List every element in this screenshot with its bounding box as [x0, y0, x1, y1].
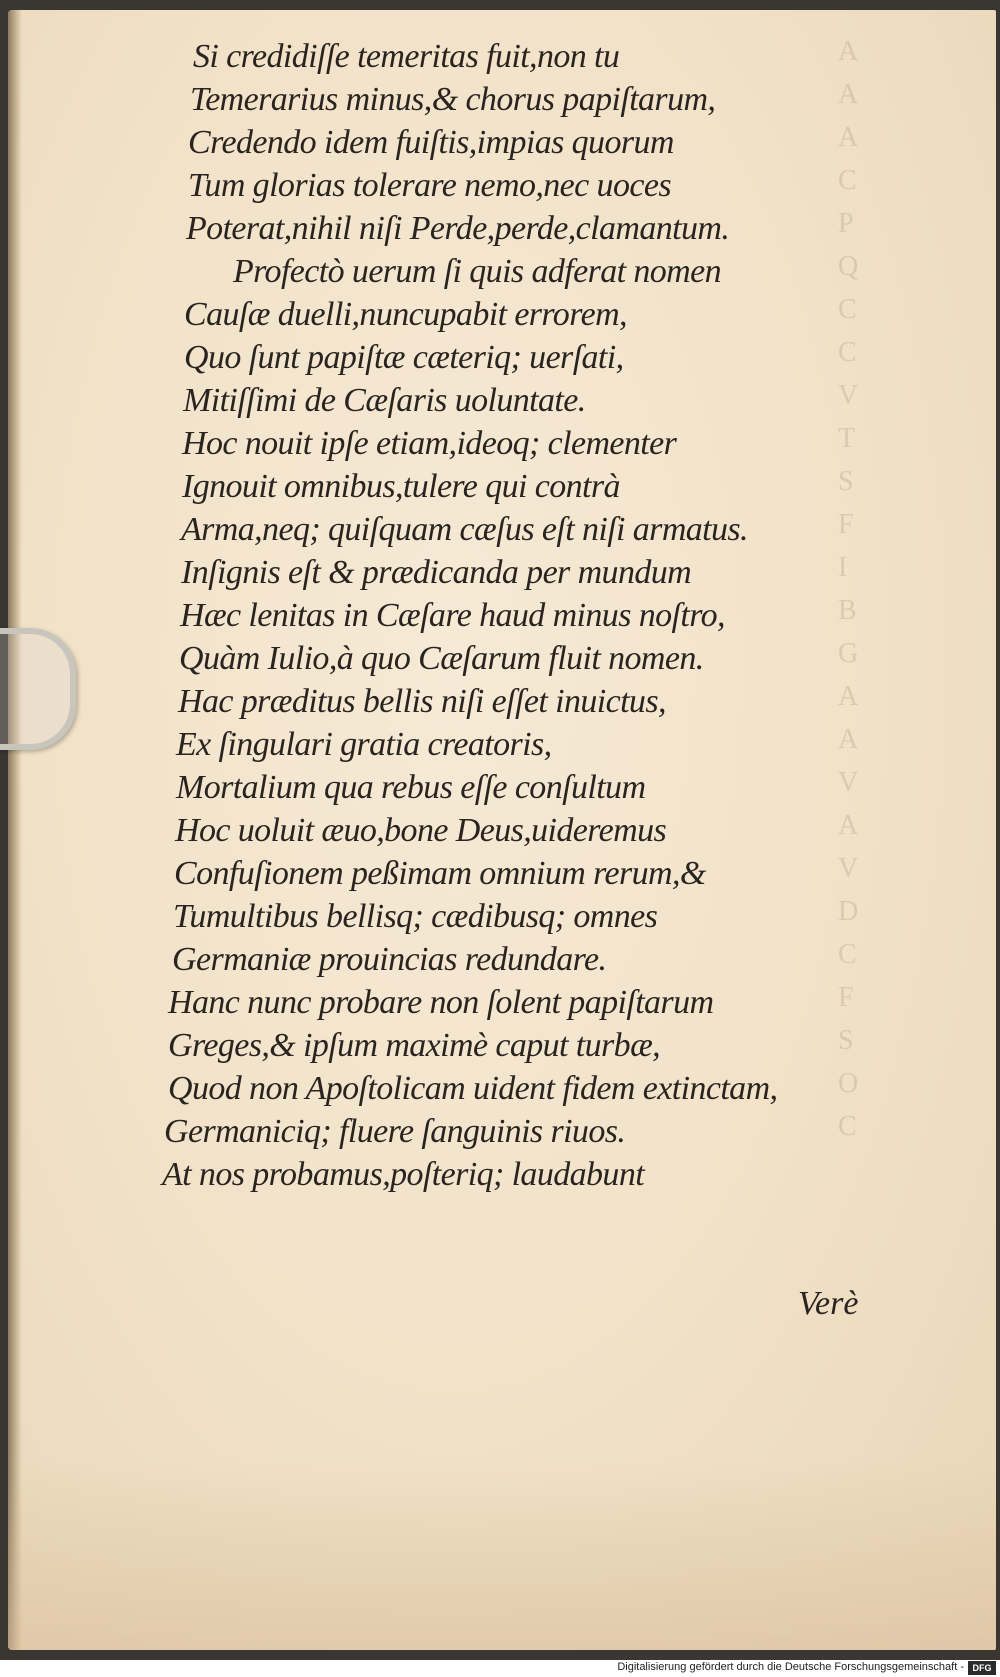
verse-line: Confuſionem peßimam omnium rerum,&	[174, 855, 706, 892]
verse-line: At nos probamus,poſteriq; laudabunt	[162, 1156, 645, 1193]
show-through-text: A A A C P Q C C V T S F I B G A A V A V D C F S O C	[838, 36, 859, 1142]
footer-credit: Digitalisierung gefördert durch die Deutsche Forschungsgemeinschaft -	[617, 1661, 964, 1673]
verse-line: Hæc lenitas in Cæſare haud minus noſtro,	[180, 597, 725, 634]
verse-line: Tumultibus bellisq; cædibusq; omnes	[173, 898, 658, 935]
page-clip	[0, 628, 76, 750]
verse-line: Mortalium qua rebus eſſe conſultum	[176, 769, 646, 806]
verse-line: Poterat,nihil niſi Perde,perde,clamantum.	[186, 210, 730, 247]
verse-line: Ex ſingulari gratia creatoris,	[176, 726, 552, 763]
verse-line: Greges,& ipſum maximè caput turbæ,	[168, 1027, 661, 1064]
verse-line: Quàm Iulio,à quo Cæſarum fluit nomen.	[179, 640, 704, 677]
verse-line: Hac præditus bellis niſi eſſet inuictus,	[178, 683, 666, 720]
verse-line: Hanc nunc probare non ſolent papiſtarum	[168, 984, 714, 1021]
verse-line: Tum glorias tolerare nemo,nec uoces	[188, 167, 671, 204]
verse-line: Cauſæ duelli,nuncupabit errorem,	[184, 296, 627, 333]
verse-line: Quod non Apoſtolicam uident fidem extinctam,	[168, 1070, 778, 1107]
verse-line: Germaniciq; fluere ſanguinis riuos.	[164, 1113, 626, 1150]
verse-line: Hoc nouit ipſe etiam,ideoq; clementer	[182, 425, 677, 462]
verse-line: Germaniæ prouincias redundare.	[172, 941, 607, 978]
dfg-logo-badge: DFG	[968, 1661, 996, 1675]
page-stain	[8, 1460, 996, 1650]
verse-line: Mitiſſimi de Cæſaris uoluntate.	[183, 382, 586, 419]
verse-line: Inſignis eſt & prædicanda per mundum	[181, 554, 692, 591]
verse-line: Ignouit omnibus,tulere qui contrà	[182, 468, 620, 505]
verse-line: Quo ſunt papiſtæ cæteriq; uerſati,	[184, 339, 624, 376]
verse-line: Hoc uoluit æuo,bone Deus,uideremus	[175, 812, 667, 849]
verse-line: Credendo idem fuiſtis,impias quorum	[188, 124, 674, 161]
page-edge	[8, 10, 22, 1650]
book-page	[8, 10, 996, 1650]
verse-line: Si credidiſſe temeritas fuit,non tu	[193, 38, 620, 75]
verse-line: Arma,neq; quiſquam cæſus eſt niſi armatus.	[181, 511, 748, 548]
verse-line: Temerarius minus,& chorus papiſtarum,	[190, 81, 716, 118]
catchword: Verè	[798, 1285, 859, 1322]
verse-line: Profectò uerum ſi quis adferat nomen	[233, 253, 722, 290]
